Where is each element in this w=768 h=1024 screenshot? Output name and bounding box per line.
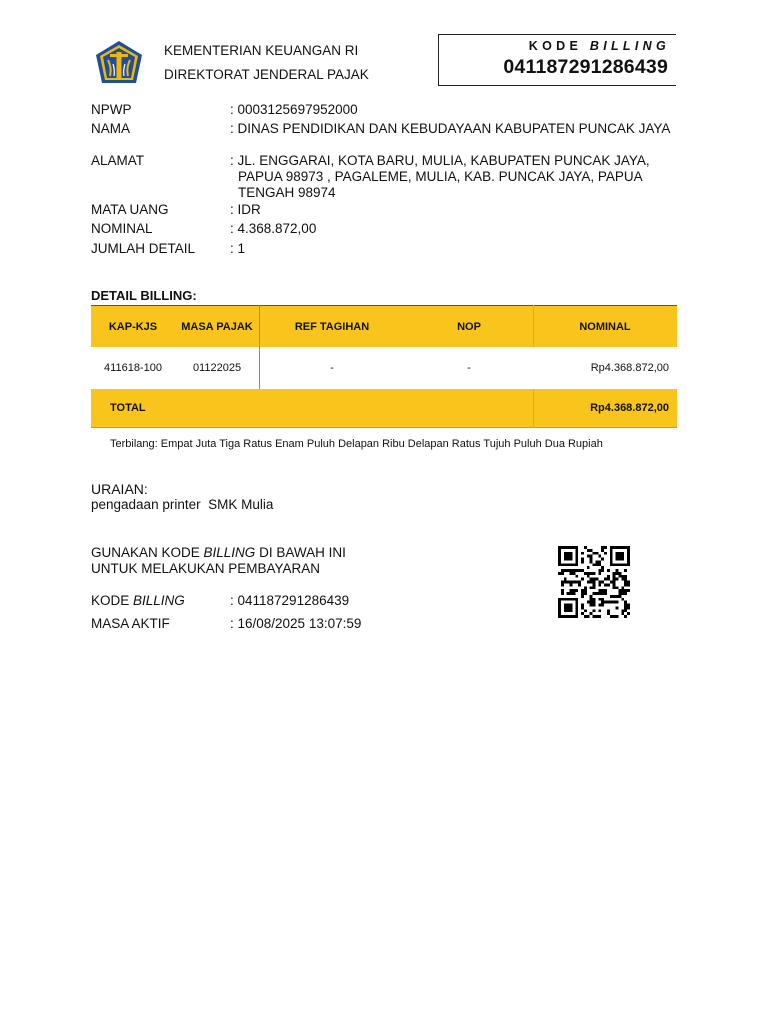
uraian-label: URAIAN: <box>91 481 148 497</box>
instruction-prefix: GUNAKAN KODE <box>91 545 204 560</box>
masa-aktif-label: MASA AKTIF <box>91 616 170 631</box>
cell-kap-kjs: 411618-100 <box>104 362 162 374</box>
column-header-nominal: NOMINAL <box>579 320 631 333</box>
directorate-name: DIREKTORAT JENDERAL PAJAK <box>164 67 369 82</box>
jumlah-detail-label: JUMLAH DETAIL <box>91 241 196 256</box>
cell-ref-tagihan: - <box>330 362 334 374</box>
payment-instruction-line2: UNTUK MELAKUKAN PEMBAYARAN <box>91 561 321 576</box>
column-header-kap-kjs: KAP-KJS <box>108 320 158 333</box>
alamat-label: ALAMAT <box>91 153 145 168</box>
kode-label-prefix: KODE <box>91 593 134 608</box>
column-header-ref-tagihan: REF TAGIHAN <box>294 320 370 333</box>
kode-label-italic: BILLING <box>133 593 185 608</box>
billing-code-title-prefix: KODE <box>528 39 590 53</box>
table-row <box>91 347 677 389</box>
uraian-value: pengadaan printer SMK Mulia <box>91 497 274 512</box>
nominal-label: NOMINAL <box>91 221 153 236</box>
total-value: Rp4.368.872,00 <box>590 402 669 414</box>
npwp-label: NPWP <box>91 102 132 117</box>
alamat-value <box>230 153 680 201</box>
instruction-italic: BILLING <box>203 545 256 560</box>
masa-aktif-value: : 16/08/2025 13:07:59 <box>230 616 362 631</box>
column-divider <box>533 389 534 428</box>
billing-code-box <box>438 34 676 86</box>
column-divider <box>259 305 260 389</box>
cell-nominal: Rp4.368.872,00 <box>590 362 669 374</box>
kode-billing-label <box>91 593 185 608</box>
instruction-suffix: DI BAWAH INI <box>255 545 346 560</box>
kode-billing-value: : 041187291286439 <box>230 593 350 608</box>
nama-value <box>230 121 680 137</box>
jumlah-detail-value <box>230 241 680 257</box>
ministry-name: KEMENTERIAN KEUANGAN RI <box>164 43 359 58</box>
jumlah-detail-value-text: : 1 <box>230 241 246 256</box>
billing-code-value: 041187291286439 <box>503 56 668 78</box>
nama-label: NAMA <box>91 121 131 136</box>
billing-code-title-italic: BILLING <box>589 39 670 53</box>
billing-code-title <box>529 39 670 53</box>
table-header-row <box>91 305 677 347</box>
mata-uang-value <box>230 202 680 218</box>
nama-value-text: : DINAS PENDIDIKAN DAN KEBUDAYAAN KABUPATEN PUNCAK JAYA <box>230 121 671 136</box>
table-total-row <box>91 389 677 428</box>
nominal-value <box>230 221 680 237</box>
detail-billing-title: DETAIL BILLING: <box>91 288 197 303</box>
column-header-nop: NOP <box>457 320 481 333</box>
terbilang-text: Terbilang: Empat Juta Tiga Ratus Enam Puluh Delapan Ribu Delapan Ratus Tujuh Puluh Dua Rupiah <box>110 438 603 450</box>
alamat-value-text: : JL. ENGGARAI, KOTA BARU, MULIA, KABUPATEN PUNCAK JAYA, PAPUA 98973 , PAGALEME, MULIA, KAB. PUNCAK JAYA, PAPUA TENGAH 98974 <box>230 153 650 200</box>
qr-code-icon <box>556 546 632 618</box>
npwp-value <box>230 102 680 118</box>
column-divider <box>533 305 534 347</box>
payment-instruction-line1 <box>91 545 346 560</box>
column-header-masa-pajak: MASA PAJAK <box>181 320 253 333</box>
cell-masa-pajak: 01122025 <box>192 362 242 374</box>
total-label: TOTAL <box>110 402 146 414</box>
cell-nop: - <box>467 362 471 374</box>
npwp-value-text: : 0003125697952000 <box>230 102 358 117</box>
mata-uang-label: MATA UANG <box>91 202 169 217</box>
kemenkeu-logo-icon <box>94 40 144 84</box>
mata-uang-value-text: : IDR <box>230 202 261 217</box>
nominal-value-text: : 4.368.872,00 <box>230 221 317 236</box>
